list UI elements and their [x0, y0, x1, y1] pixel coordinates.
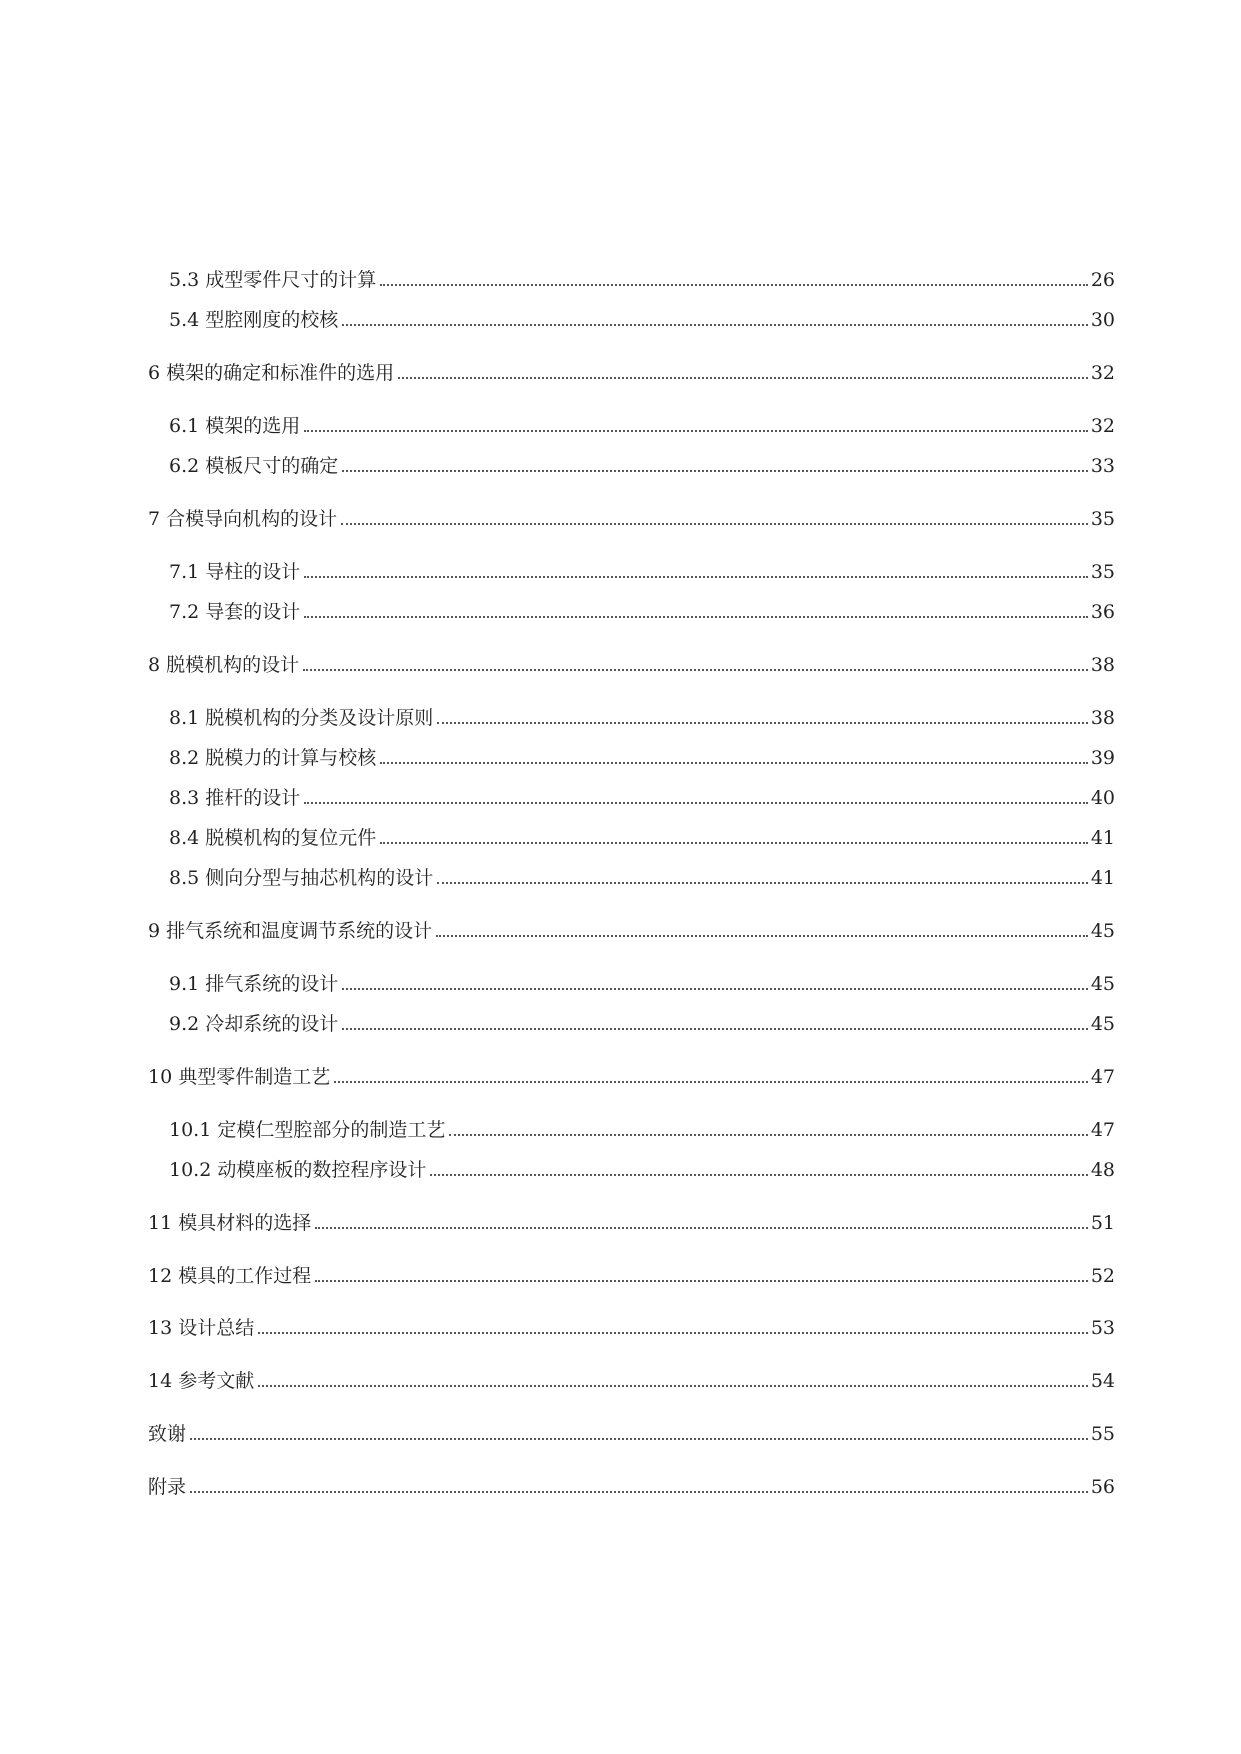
toc-entry[interactable]	[148, 1205, 1115, 1235]
toc-entry[interactable]	[148, 1310, 1115, 1340]
toc-entry[interactable]	[169, 448, 1115, 478]
toc-entry-title: 10.1 定模仁型腔部分的制造工艺	[169, 1119, 446, 1141]
toc-entry[interactable]	[148, 913, 1115, 943]
toc-leader-dots	[342, 1028, 1088, 1030]
toc-leader-dots	[380, 284, 1088, 286]
toc-entry-title: 7 合模导向机构的设计	[148, 508, 338, 530]
toc-leader-dots	[190, 1491, 1088, 1493]
toc-entry-page: 32	[1090, 415, 1115, 437]
toc-leader-dots	[380, 762, 1088, 764]
toc-entry-title: 9.2 冷却系统的设计	[169, 1013, 339, 1035]
toc-leader-dots	[190, 1438, 1088, 1440]
toc-entry-title: 8.2 脱模力的计算与校核	[169, 747, 377, 769]
toc-leader-dots	[304, 802, 1088, 804]
toc-entry[interactable]	[148, 1258, 1115, 1288]
toc-entry-title: 7.1 导柱的设计	[169, 561, 301, 583]
toc-entry-page: 39	[1090, 747, 1115, 769]
toc-entry[interactable]	[148, 1469, 1115, 1499]
toc-entry-page: 41	[1090, 827, 1115, 849]
toc-leader-dots	[342, 324, 1088, 326]
toc-entry-page: 45	[1090, 973, 1115, 995]
toc-leader-dots	[303, 669, 1088, 671]
toc-entry[interactable]	[169, 820, 1115, 850]
toc-entry[interactable]	[169, 860, 1115, 890]
toc-entry-page: 45	[1090, 920, 1115, 942]
toc-leader-dots	[315, 1280, 1088, 1282]
toc-leader-dots	[437, 882, 1088, 884]
toc-entry-page: 56	[1090, 1476, 1115, 1498]
toc-entry[interactable]	[169, 700, 1115, 730]
toc-entry-page: 53	[1090, 1317, 1115, 1339]
toc-leader-dots	[398, 377, 1088, 379]
toc-leader-dots	[449, 1134, 1087, 1136]
toc-leader-dots	[258, 1385, 1088, 1387]
toc-entry-page: 33	[1090, 455, 1115, 477]
toc-entry[interactable]	[169, 302, 1115, 332]
toc-entry-page: 48	[1090, 1159, 1115, 1181]
toc-entry-page: 55	[1090, 1423, 1115, 1445]
toc-leader-dots	[258, 1332, 1088, 1334]
toc-entry-page: 45	[1090, 1013, 1115, 1035]
toc-entry[interactable]	[148, 647, 1115, 677]
toc-entry[interactable]	[148, 1416, 1115, 1446]
toc-entry[interactable]	[169, 740, 1115, 770]
toc-leader-dots	[436, 935, 1088, 937]
toc-leader-dots	[304, 576, 1088, 578]
toc-entry-title: 6.2 模板尺寸的确定	[169, 455, 339, 477]
toc-entry[interactable]	[169, 1006, 1115, 1036]
toc-entry[interactable]	[169, 408, 1115, 438]
toc-entry-page: 30	[1090, 309, 1115, 331]
toc-entry-page: 40	[1090, 787, 1115, 809]
toc-entry[interactable]	[148, 355, 1115, 385]
toc-entry-page: 47	[1090, 1119, 1115, 1141]
toc-leader-dots	[430, 1174, 1087, 1176]
toc-leader-dots	[437, 722, 1088, 724]
toc-entry-title: 8.1 脱模机构的分类及设计原则	[169, 707, 434, 729]
toc-entry-page: 38	[1090, 707, 1115, 729]
toc-entry-title: 8.4 脱模机构的复位元件	[169, 827, 377, 849]
toc-entry[interactable]	[169, 554, 1115, 584]
toc-entry-title: 6 模架的确定和标准件的选用	[148, 362, 395, 384]
toc-entry-page: 38	[1090, 654, 1115, 676]
toc-leader-dots	[304, 430, 1088, 432]
toc-entry-title: 6.1 模架的选用	[169, 415, 301, 437]
toc-entry-page: 51	[1090, 1212, 1115, 1234]
toc-entry-title: 13 设计总结	[148, 1317, 255, 1339]
toc-entry[interactable]	[169, 1152, 1115, 1182]
toc-entry-page: 35	[1090, 508, 1115, 530]
toc-leader-dots	[334, 1081, 1088, 1083]
toc-entry-title: 10 典型零件制造工艺	[148, 1066, 331, 1088]
toc-entry-title: 附录	[148, 1476, 187, 1498]
toc-entry[interactable]	[169, 262, 1115, 292]
toc-entry-page: 47	[1090, 1066, 1115, 1088]
toc-leader-dots	[304, 616, 1088, 618]
toc-entry-title: 14 参考文献	[148, 1370, 255, 1392]
toc-leader-dots	[380, 842, 1088, 844]
toc-entry-title: 8.5 侧向分型与抽芯机构的设计	[169, 867, 434, 889]
toc-leader-dots	[315, 1227, 1088, 1229]
toc-entry-title: 9.1 排气系统的设计	[169, 973, 339, 995]
toc-entry[interactable]	[148, 1059, 1115, 1089]
toc-leader-dots	[342, 470, 1088, 472]
toc-entry-title: 7.2 导套的设计	[169, 601, 301, 623]
toc-entry-title: 9 排气系统和温度调节系统的设计	[148, 920, 433, 942]
toc-leader-dots	[342, 988, 1088, 990]
toc-entry-title: 12 模具的工作过程	[148, 1265, 312, 1287]
toc-entry[interactable]	[169, 966, 1115, 996]
toc-entry-page: 41	[1090, 867, 1115, 889]
toc-entry-title: 11 模具材料的选择	[148, 1212, 312, 1234]
toc-entry-page: 32	[1090, 362, 1115, 384]
toc-entry[interactable]	[148, 501, 1115, 531]
toc-entry-page: 54	[1090, 1370, 1115, 1392]
toc-entry-title: 10.2 动模座板的数控程序设计	[169, 1159, 427, 1181]
toc-entry-page: 26	[1090, 269, 1115, 291]
toc-entry-title: 致谢	[148, 1423, 187, 1445]
toc-entry[interactable]	[169, 780, 1115, 810]
toc-entry-page: 52	[1090, 1265, 1115, 1287]
toc-entry[interactable]	[169, 594, 1115, 624]
toc-entry-title: 8 脱模机构的设计	[148, 654, 300, 676]
toc-entry[interactable]	[169, 1112, 1115, 1142]
toc-entry-title: 5.3 成型零件尺寸的计算	[169, 269, 377, 291]
toc-leader-dots	[341, 523, 1088, 525]
toc-entry[interactable]	[148, 1363, 1115, 1393]
toc-entry-title: 8.3 推杆的设计	[169, 787, 301, 809]
toc-entry-page: 36	[1090, 601, 1115, 623]
toc-entry-page: 35	[1090, 561, 1115, 583]
toc-entry-title: 5.4 型腔刚度的校核	[169, 309, 339, 331]
